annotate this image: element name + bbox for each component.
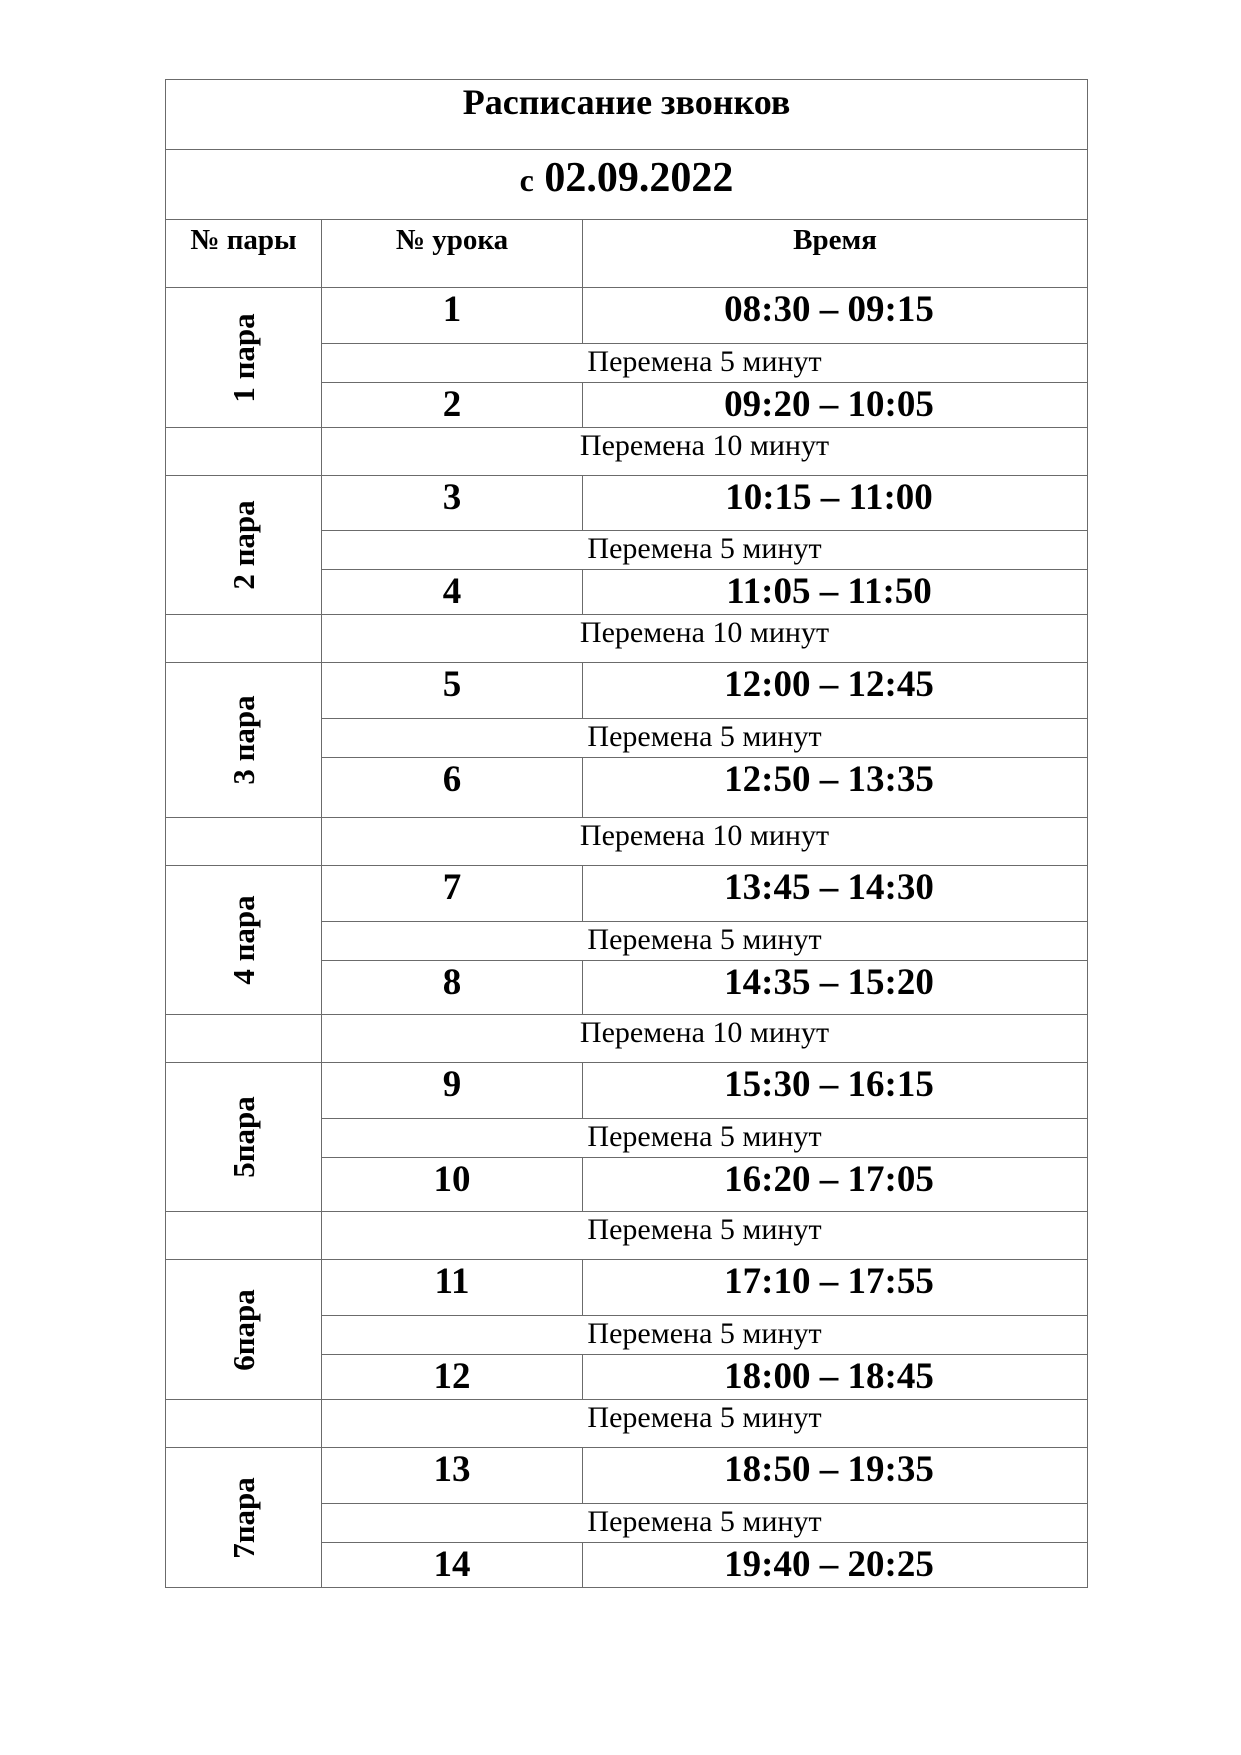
lesson-number: 6 xyxy=(322,758,583,818)
lesson-time: 14:35 – 15:20 xyxy=(583,961,1088,1015)
lesson-number: 11 xyxy=(322,1260,583,1316)
lesson-number: 12 xyxy=(322,1355,583,1400)
break-row xyxy=(166,818,1088,866)
empty-cell xyxy=(166,1212,322,1260)
empty-cell xyxy=(166,818,322,866)
lesson-row xyxy=(166,1448,1088,1504)
lesson-number: 10 xyxy=(322,1158,583,1212)
lesson-number: 9 xyxy=(322,1063,583,1119)
pair-label-cell xyxy=(166,476,322,615)
lesson-row xyxy=(166,476,1088,531)
break-label: Перемена 5 минут xyxy=(322,1400,1088,1448)
break-label: Перемена 10 минут xyxy=(322,615,1088,663)
lesson-row xyxy=(166,866,1088,922)
pair-label: 1 пара xyxy=(225,312,261,403)
break-label: Перемена 5 минут xyxy=(322,1212,1088,1260)
lesson-number: 13 xyxy=(322,1448,583,1504)
lesson-time: 13:45 – 14:30 xyxy=(583,866,1088,922)
pair-label: 3 пара xyxy=(225,695,261,785)
break-row xyxy=(166,1015,1088,1063)
header-pair: № пары xyxy=(166,220,322,288)
break-label: Перемена 10 минут xyxy=(322,1015,1088,1063)
break-row xyxy=(166,1212,1088,1260)
lesson-row xyxy=(166,288,1088,344)
lesson-time: 11:05 – 11:50 xyxy=(583,570,1088,615)
break-label: Перемена 5 минут xyxy=(322,531,1088,570)
break-label: Перемена 5 минут xyxy=(322,719,1088,758)
bell-schedule-table xyxy=(165,79,1088,1588)
lesson-row xyxy=(166,1063,1088,1119)
break-label: Перемена 5 минут xyxy=(322,1119,1088,1158)
header-time: Время xyxy=(583,220,1088,288)
lesson-time: 12:50 – 13:35 xyxy=(583,758,1088,818)
header-lesson: № урока xyxy=(322,220,583,288)
lesson-time: 18:50 – 19:35 xyxy=(583,1448,1088,1504)
date-prefix: с xyxy=(519,162,534,198)
lesson-number: 1 xyxy=(322,288,583,344)
lesson-number: 8 xyxy=(322,961,583,1015)
break-label: Перемена 5 минут xyxy=(322,1504,1088,1543)
empty-cell xyxy=(166,615,322,663)
lesson-row xyxy=(166,663,1088,719)
lesson-time: 19:40 – 20:25 xyxy=(583,1543,1088,1588)
pair-label-cell xyxy=(166,1448,322,1588)
break-row xyxy=(166,428,1088,476)
lesson-row xyxy=(166,1260,1088,1316)
break-label: Перемена 5 минут xyxy=(322,344,1088,383)
pair-label-cell xyxy=(166,866,322,1015)
lesson-number: 3 xyxy=(322,476,583,531)
lesson-number: 14 xyxy=(322,1543,583,1588)
empty-cell xyxy=(166,1400,322,1448)
pair-label-cell xyxy=(166,288,322,428)
pair-label: 5пара xyxy=(225,1096,261,1178)
schedule-date: 02.09.2022 xyxy=(544,155,734,201)
title-row xyxy=(166,80,1088,150)
pair-label: 7пара xyxy=(225,1476,261,1559)
lesson-time: 16:20 – 17:05 xyxy=(583,1158,1088,1212)
break-label: Перемена 5 минут xyxy=(322,922,1088,961)
pair-label: 2 пара xyxy=(225,500,261,590)
break-row xyxy=(166,1400,1088,1448)
lesson-number: 5 xyxy=(322,663,583,719)
lesson-time: 08:30 – 09:15 xyxy=(583,288,1088,344)
lesson-time: 15:30 – 16:15 xyxy=(583,1063,1088,1119)
empty-cell xyxy=(166,1015,322,1063)
pair-label: 4 пара xyxy=(225,895,261,985)
lesson-time: 10:15 – 11:00 xyxy=(583,476,1088,531)
lesson-number: 4 xyxy=(322,570,583,615)
schedule-title: Расписание звонков xyxy=(166,80,1088,150)
pair-label: 6пара xyxy=(225,1288,261,1371)
break-label: Перемена 10 минут xyxy=(322,428,1088,476)
date-row xyxy=(166,150,1088,220)
break-row xyxy=(166,615,1088,663)
break-label: Перемена 5 минут xyxy=(322,1316,1088,1355)
lesson-time: 09:20 – 10:05 xyxy=(583,383,1088,428)
pair-label-cell xyxy=(166,663,322,818)
pair-label-cell xyxy=(166,1063,322,1212)
empty-cell xyxy=(166,428,322,476)
lesson-time: 18:00 – 18:45 xyxy=(583,1355,1088,1400)
lesson-number: 2 xyxy=(322,383,583,428)
pair-label-cell xyxy=(166,1260,322,1400)
lesson-number: 7 xyxy=(322,866,583,922)
lesson-time: 12:00 – 12:45 xyxy=(583,663,1088,719)
header-row xyxy=(166,220,1088,288)
lesson-time: 17:10 – 17:55 xyxy=(583,1260,1088,1316)
break-label: Перемена 10 минут xyxy=(322,818,1088,866)
schedule-date-cell xyxy=(166,150,1088,220)
